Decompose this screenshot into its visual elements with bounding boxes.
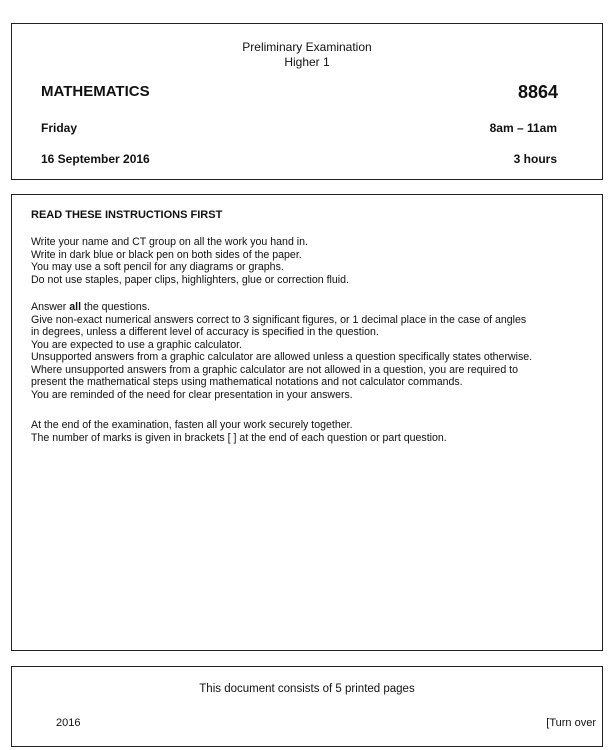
instruction-line: present the mathematical steps using mathematical notations and not calculator commands. <box>31 376 463 388</box>
instruction-line: Write in dark blue or black pen on both sides of the paper. <box>31 248 302 261</box>
exam-level: Higher 1 <box>284 55 330 69</box>
instructions-box <box>11 194 603 651</box>
exam-time: 8am – 11am <box>489 121 557 135</box>
instructions-heading: READ THESE INSTRUCTIONS FIRST <box>31 209 223 221</box>
turn-over-label: [Turn over <box>546 717 596 729</box>
instructions-paragraph <box>31 419 591 444</box>
instruction-line: You are reminded of the need for clear presentation in your answers. <box>31 388 353 401</box>
answer-all-text: Answer all the questions. <box>31 301 150 313</box>
exam-title: Preliminary Examination <box>242 40 372 54</box>
instruction-line: The number of marks is given in brackets [ ] at the end of each question or part question. <box>31 431 447 444</box>
page-count-note: This document consists of 5 printed pages <box>199 683 415 695</box>
exam-date: 16 September 2016 <box>41 152 150 166</box>
instruction-line: in degrees, unless a different level of accuracy is specified in the question. <box>31 326 379 338</box>
header-box <box>11 23 603 180</box>
footer-box <box>11 666 603 747</box>
subject-code: 8864 <box>517 82 558 102</box>
instruction-line: Unsupported answers from a graphic calculator are allowed unless a question specifically states otherwise. <box>31 351 533 363</box>
instruction-line: At the end of the examination, fasten all your work securely together. <box>31 419 353 431</box>
footer-year: 2016 <box>56 717 81 729</box>
instruction-line: Write your name and CT group on all the work you hand in. <box>31 236 308 248</box>
instructions-paragraph <box>31 301 591 401</box>
instruction-line: You are expected to use a graphic calculator. <box>31 338 243 351</box>
instruction-line: Do not use staples, paper clips, highlighters, glue or correction fluid. <box>31 273 349 286</box>
instructions-paragraph <box>31 236 591 286</box>
instruction-line: Where unsupported answers from a graphic calculator are not allowed in a question, you are required to <box>31 363 518 376</box>
exam-day: Friday <box>41 121 78 135</box>
subject-title: MATHEMATICS <box>41 83 150 100</box>
instruction-line-answer-all <box>31 301 591 314</box>
instruction-line: Give non-exact numerical answers correct to 3 significant figures, or 1 decimal place in the case of angles <box>31 313 527 326</box>
exam-duration: 3 hours <box>513 152 557 166</box>
instruction-line: You may use a soft pencil for any diagrams or graphs. <box>31 261 284 273</box>
